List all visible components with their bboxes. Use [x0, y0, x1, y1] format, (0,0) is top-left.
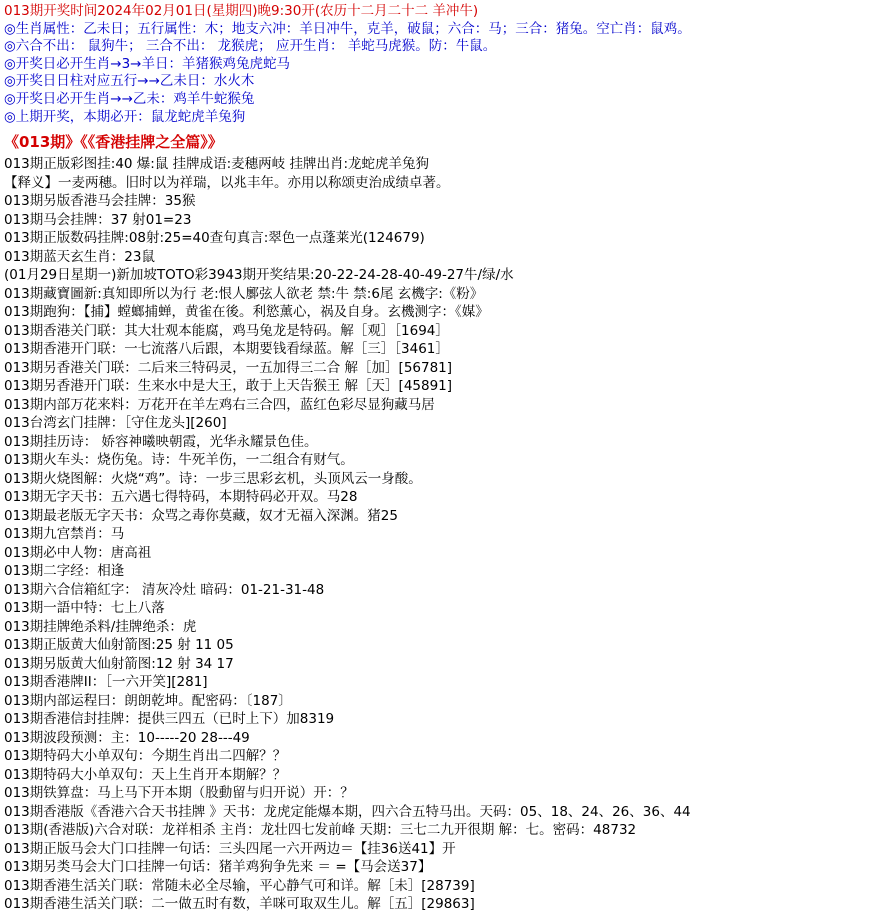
attribute-line: ◎生肖属性：乙未日；五行属性：木；地支六冲：羊日冲牛，克羊，破鼠；六合：马；三合：猪兔。空亡肖：鼠鸡。	[4, 20, 691, 37]
body-line: 013期波段预测：主：10-----20 28---49	[4, 729, 250, 746]
body-line: 【释义】一麦两穗。旧时以为祥瑞，以兆丰年。亦用以称颂吏治成绩卓著。	[4, 174, 450, 191]
body-line: 013期香港版《香港六合天书挂牌 》天书：龙虎定能爆本期，四六合五特马出。天码：05、18、24、26、36、44	[4, 803, 691, 820]
body-line: 013期正版彩图挂:40 爆:鼠 挂牌成语:麦穗两岐 挂牌出肖:龙蛇虎羊兔狗	[4, 156, 430, 173]
attributes-section	[4, 21, 885, 127]
body-line: 013期一語中特：七上八落	[4, 600, 165, 617]
body-line: 013期内部运程曰：朗朗乾坤。配密码：〔187〕	[4, 692, 292, 709]
body-line: 013期无字天书：五六遇七得特码，本期特码必开双。马28	[4, 489, 358, 506]
body-line: 013期正版数码挂牌:08射:25=40查句真言:翠色一点蓬莱光(124679)	[4, 230, 425, 247]
body-line: 013期香港信封挂牌：提供三四五（已时上下）加8319	[4, 711, 335, 728]
body-line: 013期香港生活关门联：常随未必全尽输，平心静气可和详。解［未］[28739]	[4, 877, 475, 894]
body-line: 013期二字经：相逢	[4, 563, 125, 580]
body-line: 013期铁算盘：马上马下开本期（股動留与归开说）开：？	[4, 785, 354, 802]
body-line: 013台湾玄门挂牌：［守住龙头][260]	[4, 415, 227, 432]
page-title: 《013期》《《香港挂牌之全篇》》	[4, 133, 223, 152]
body-line: 013期特码大小单双句：天上生肖开本期解？？	[4, 766, 287, 783]
body-line: 013期最老版无字天书：众骂之毒你莫藏，奴才无福入深渊。猪25	[4, 507, 398, 524]
body-line: 013期九宫禁肖：马	[4, 526, 125, 543]
attribute-line: ◎上期开奖，本期必开：鼠龙蛇虎羊兔狗	[4, 108, 246, 125]
body-line: 013期另版黄大仙射箭图:12 射 34 17	[4, 655, 234, 672]
body-line: 013期香港生活关门联：二一做五时有数，羊咪可取双生儿。解［五］[29863]	[4, 896, 475, 913]
body-line: 013期正版马会大门口挂牌一句话：三头四尾一六开两边＝【挂36送41】开	[4, 840, 456, 857]
body-line: 013期香港关门联：其大壮观本能腐，鸡马兔龙是特码。解［观］［1694］	[4, 322, 449, 339]
body-line: 013期另香港关门联：二后来三特码灵，一五加得三二合 解［加］[56781]	[4, 359, 453, 376]
attribute-line: ◎开奖日必开生肖→3→羊日：羊猪猴鸡兔虎蛇马	[4, 55, 290, 72]
body-line: 013期正版黄大仙射箭图:25 射 11 05	[4, 637, 234, 654]
body-line: 013期特码大小单双句：今期生肖出二四解？？	[4, 748, 287, 765]
body-line: 013期蓝天玄生肖：23鼠	[4, 248, 155, 265]
body-line: 013期香港牌II：［一六开笑][281]	[4, 674, 208, 691]
body-section	[4, 155, 885, 914]
body-line: 013期跑狗：【捕】螳螂捕蝉，黄雀在後。利慾薰心，祸及自身。玄機测字：《媒》	[4, 304, 489, 321]
draw-time-header: 013期开奖时间2024年02月01日(星期四)晚9:30开(农历十二月二十二 羊冲牛)	[4, 3, 479, 19]
body-line: (01月29日星期一)新加坡TOTO彩3943期开奖结果:20-22-24-28-40-49-27牛/绿/水	[4, 267, 514, 284]
attribute-line: ◎开奖日日柱对应五行→→乙未日：水火木	[4, 73, 255, 90]
attribute-line: ◎六合不出： 鼠狗牛； 三合不出： 龙猴虎； 应开生肖： 羊蛇马虎猴。防：牛鼠。	[4, 38, 497, 55]
attribute-line: ◎开奖日必开生肖→→乙未：鸡羊牛蛇猴兔	[4, 90, 255, 107]
body-line: 013期香港开门联：一七流落八后跟，本期要钱看绿蓝。解［三］［3461］	[4, 341, 449, 358]
body-line: 013期挂牌绝杀料/挂牌绝杀：虎	[4, 618, 197, 635]
body-line: 013期藏寶圖新:真知即所以为行 老:恨人鄽弦人欲老 禁:牛 禁:6尾 玄機字:《粉》	[4, 285, 484, 302]
body-line: 013期(香港版)六合对联：龙祥相杀 主肖：龙壮四七发前峰 天期：三七二九开很期 解：七。密码：48732	[4, 822, 637, 839]
body-line: 013期另类马会大门口挂牌一句话：猪羊鸡狗争先来 ＝ =【马会送37】	[4, 859, 432, 876]
body-line: 013期火烧图解：火烧“鸡”。诗：一步三思彩玄机，头顶风云一身酸。	[4, 470, 422, 487]
body-line: 013期马会挂牌：37 射01=23	[4, 211, 192, 228]
body-line: 013期必中人物：唐高祖	[4, 544, 152, 561]
body-line: 013期挂历诗： 娇容神曦映朝霞，光华永耀景色佳。	[4, 433, 318, 450]
body-line: 013期六合信箱紅字： 清灰冷灶 暗码：01-21-31-48	[4, 581, 325, 598]
body-line: 013期火车头：烧伤兔。诗：牛死羊伤，一二组合有财气。	[4, 452, 354, 469]
body-line: 013期另香港开门联：生来水中是大王，敢于上天告猴王 解［天］[45891]	[4, 378, 453, 395]
body-line: 013期内部万花来料：万花开在羊左鸡右三合四，蓝红色彩尽显狗藏马居	[4, 396, 435, 413]
body-line: 013期另版香港马会挂牌：35猴	[4, 193, 196, 210]
